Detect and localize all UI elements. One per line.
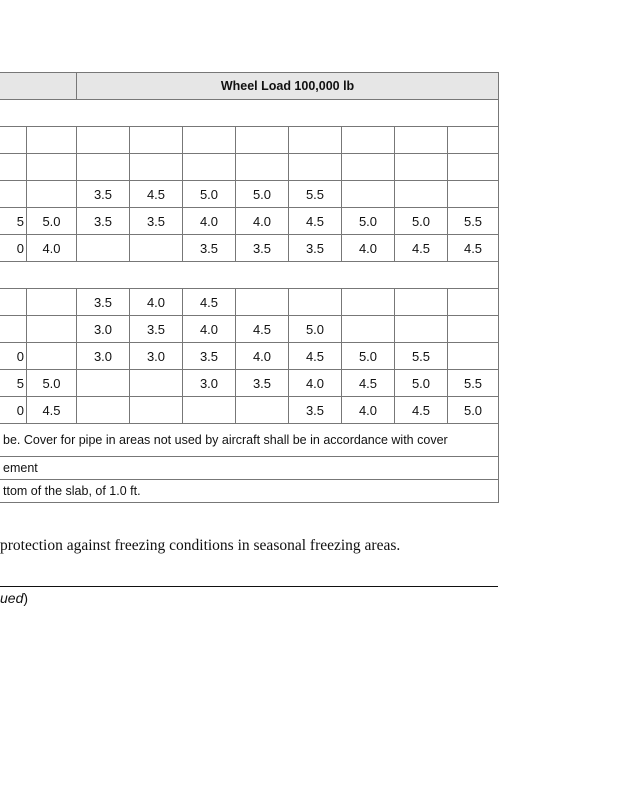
- table-cell: 5: [0, 208, 27, 235]
- table-cell: 0: [0, 343, 27, 370]
- table-cell: [236, 154, 289, 181]
- table-cell: [395, 181, 448, 208]
- table-cell: 3.5: [183, 343, 236, 370]
- table-cell: 5.5: [395, 343, 448, 370]
- table-row: [0, 316, 499, 343]
- table-cell: [0, 181, 27, 208]
- table-cell: [130, 127, 183, 154]
- continued-paren: ): [23, 590, 29, 606]
- table-cell: [183, 127, 236, 154]
- continued-footer: [0, 590, 28, 606]
- table-cell: 3.5: [236, 370, 289, 397]
- table-cell: 4.0: [342, 235, 395, 262]
- table-cell: [448, 343, 499, 370]
- table-row: [0, 343, 499, 370]
- table-cell: 5.0: [395, 208, 448, 235]
- table-cell: [27, 181, 77, 208]
- table-cell: 4.0: [183, 208, 236, 235]
- table-cell: 3.5: [130, 208, 183, 235]
- table-cell: 5.0: [27, 370, 77, 397]
- table-note-row: [0, 457, 499, 480]
- table-cell: [27, 289, 77, 316]
- table-cell: 4.5: [289, 208, 342, 235]
- table-cell: 3.5: [77, 181, 130, 208]
- table-cell: [448, 316, 499, 343]
- table-cell: [77, 235, 130, 262]
- pavement-note: ement: [0, 457, 499, 480]
- table-cell: [342, 316, 395, 343]
- table-cell: [130, 397, 183, 424]
- table-cell: 4.0: [183, 316, 236, 343]
- table-cell: 4.5: [27, 397, 77, 424]
- table-cell: [130, 370, 183, 397]
- table-cell: [0, 154, 27, 181]
- table-cell: 4.0: [130, 289, 183, 316]
- table-note-row: [0, 480, 499, 503]
- table-cell: 5.0: [395, 370, 448, 397]
- table-cell: 5.0: [448, 397, 499, 424]
- table-cell: 3.0: [183, 370, 236, 397]
- table-row: [0, 127, 499, 154]
- wheel-load-header: Wheel Load 100,000 lb: [77, 73, 499, 100]
- body-paragraph: protection against freezing conditions in seasonal freezing areas.: [0, 537, 401, 554]
- table-cell: [342, 289, 395, 316]
- table-cell: [27, 316, 77, 343]
- table-cell: 3.5: [183, 235, 236, 262]
- table-cell: 3.0: [77, 316, 130, 343]
- table-cell: 4.0: [27, 235, 77, 262]
- table-cell: [342, 127, 395, 154]
- cover-depth-table: [0, 72, 499, 503]
- table-cell: [27, 343, 77, 370]
- table-cell: 3.5: [236, 235, 289, 262]
- header-left-cell: [0, 73, 77, 100]
- table-cell: [0, 289, 27, 316]
- table-row: [0, 397, 499, 424]
- cover-note: be. Cover for pipe in areas not used by aircraft shall be in accordance with cover: [0, 424, 499, 457]
- table-cell: 5.0: [342, 343, 395, 370]
- table-row: [0, 289, 499, 316]
- table-cell: 3.5: [77, 208, 130, 235]
- table-cell: 4.0: [236, 208, 289, 235]
- table-cell: 3.5: [77, 289, 130, 316]
- table-cell: 5: [0, 370, 27, 397]
- blank-cell: [0, 100, 499, 127]
- table-cell: 0: [0, 397, 27, 424]
- table-row: [0, 181, 499, 208]
- table-cell: 4.5: [236, 316, 289, 343]
- table-cell: [236, 289, 289, 316]
- table-cell: [395, 289, 448, 316]
- table-row: [0, 370, 499, 397]
- table-cell: [183, 154, 236, 181]
- table-cell: [448, 181, 499, 208]
- table-cell: [448, 289, 499, 316]
- table-cell: [395, 316, 448, 343]
- table-note-row: [0, 424, 499, 457]
- table-cell: 3.0: [77, 343, 130, 370]
- table-cell: [0, 316, 27, 343]
- table-cell: [342, 154, 395, 181]
- table-cell: [183, 397, 236, 424]
- table-cell: 0: [0, 235, 27, 262]
- table-cell: [236, 127, 289, 154]
- table-row: [0, 208, 499, 235]
- table-cell: 5.0: [236, 181, 289, 208]
- table-cell: 4.5: [395, 235, 448, 262]
- table-cell: 5.5: [289, 181, 342, 208]
- table-cell: [77, 370, 130, 397]
- table-cell: [77, 127, 130, 154]
- table-cell: 4.5: [130, 181, 183, 208]
- table-cell: [236, 397, 289, 424]
- slab-note: ttom of the slab, of 1.0 ft.: [0, 480, 499, 503]
- table-cell: [27, 127, 77, 154]
- continued-text: ued: [0, 590, 24, 606]
- table-cell: [448, 127, 499, 154]
- footer-rule: [0, 586, 498, 587]
- table-cell: [77, 154, 130, 181]
- table-cell: 3.5: [289, 235, 342, 262]
- table-cell: 3.5: [130, 316, 183, 343]
- table-cell: 4.0: [342, 397, 395, 424]
- table-cell: 5.0: [183, 181, 236, 208]
- table-cell: [27, 154, 77, 181]
- table-cell: 3.5: [289, 397, 342, 424]
- table-header-row: [0, 73, 499, 100]
- table-cell: 4.5: [342, 370, 395, 397]
- table-cell: 5.0: [289, 316, 342, 343]
- table-cell: 4.0: [236, 343, 289, 370]
- table-cell: 4.5: [448, 235, 499, 262]
- table-cell: 4.5: [289, 343, 342, 370]
- table-cell: 5.5: [448, 370, 499, 397]
- table-cell: 3.0: [130, 343, 183, 370]
- table-row: [0, 100, 499, 127]
- table-cell: [289, 154, 342, 181]
- table-row: [0, 235, 499, 262]
- table-cell: [395, 154, 448, 181]
- table-cell: 5.5: [448, 208, 499, 235]
- table-cell: [395, 127, 448, 154]
- blank-cell: [0, 262, 499, 289]
- table-cell: 4.5: [183, 289, 236, 316]
- table-cell: 5.0: [342, 208, 395, 235]
- table-cell: [130, 235, 183, 262]
- table-row: [0, 154, 499, 181]
- table-cell: 5.0: [27, 208, 77, 235]
- table-cell: [130, 154, 183, 181]
- table-cell: 4.5: [395, 397, 448, 424]
- table-cell: [342, 181, 395, 208]
- table-row: [0, 262, 499, 289]
- table-cell: [77, 397, 130, 424]
- table-cell: [289, 289, 342, 316]
- table-cell: 4.0: [289, 370, 342, 397]
- table-cell: [0, 127, 27, 154]
- table-cell: [289, 127, 342, 154]
- table-cell: [448, 154, 499, 181]
